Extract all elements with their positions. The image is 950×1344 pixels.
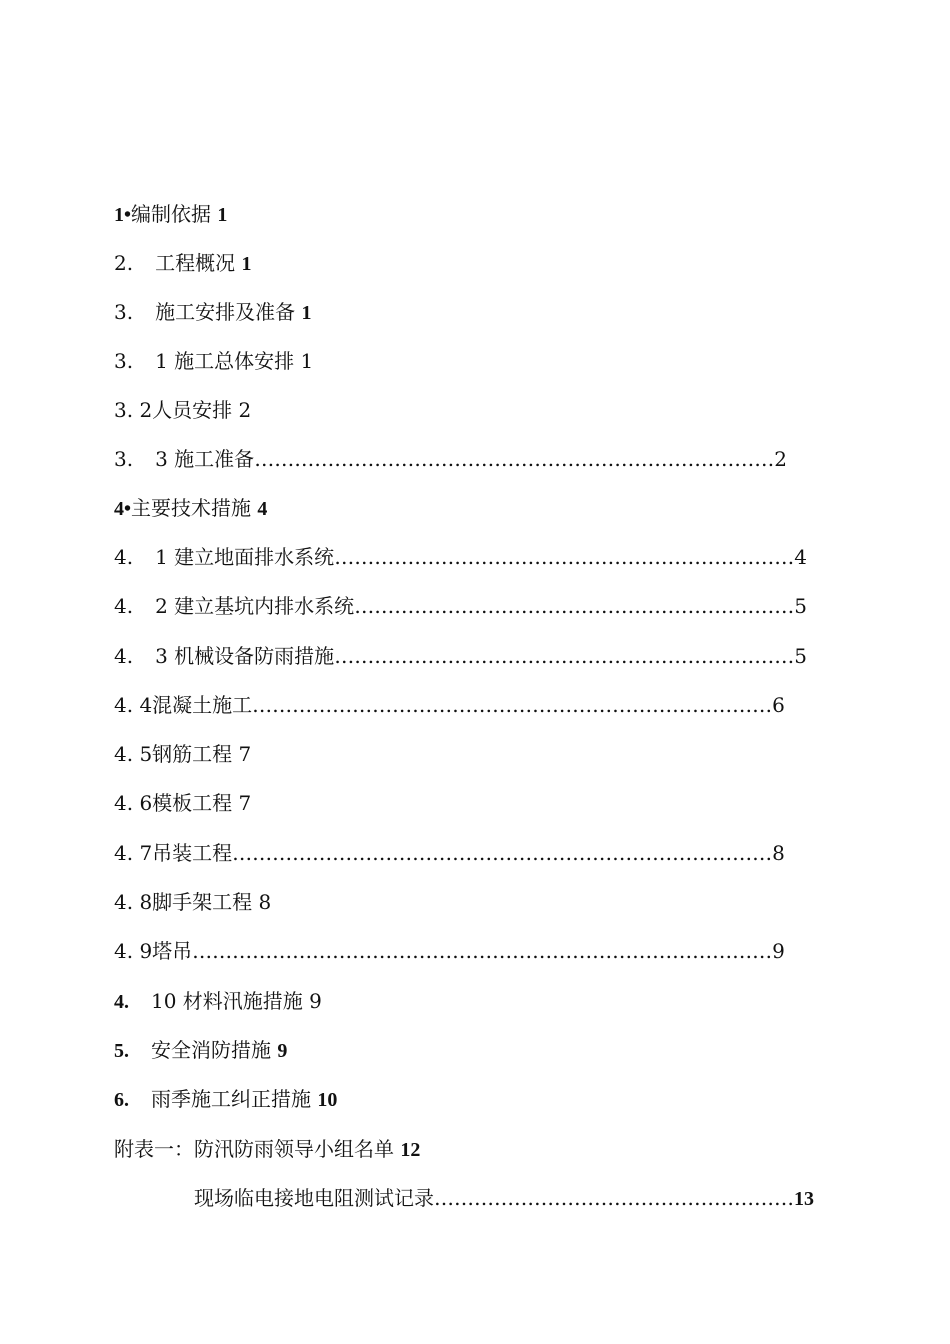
toc-number: 2. bbox=[114, 251, 134, 275]
toc-entry[interactable] bbox=[194, 1183, 814, 1213]
toc-number: 4. 5 bbox=[114, 742, 153, 766]
toc-title: 模板工程 bbox=[152, 791, 239, 815]
toc-number: 3. bbox=[114, 300, 134, 324]
toc-title: 主要技术措施 bbox=[131, 496, 258, 520]
toc-number: 4. bbox=[114, 991, 129, 1013]
toc-entry[interactable] bbox=[114, 199, 227, 229]
toc-entry[interactable] bbox=[114, 1035, 287, 1065]
toc-title: 钢筋工程 bbox=[152, 742, 239, 766]
toc-page: 5 bbox=[794, 644, 807, 668]
toc-title: 混凝土施工 bbox=[152, 693, 253, 717]
toc-page: 2 bbox=[238, 398, 252, 422]
toc-entry[interactable] bbox=[114, 690, 785, 720]
toc-page: 9 bbox=[277, 1040, 288, 1062]
toc-leader-dots: …………………………………………………………………… bbox=[254, 447, 775, 471]
toc-title: 1 建立地面排水系统 bbox=[155, 545, 335, 569]
toc-page: 1 bbox=[241, 253, 252, 275]
toc-leader-dots: …………………………………………………………………………… bbox=[192, 939, 773, 963]
toc-number: 4. bbox=[114, 545, 134, 569]
toc-title: 现场临电接地电阻测试记录 bbox=[194, 1186, 434, 1210]
toc-title: 安全消防措施 bbox=[151, 1038, 278, 1062]
toc-entry[interactable] bbox=[114, 1084, 337, 1114]
toc-page: 9 bbox=[309, 989, 322, 1013]
toc-page: 5 bbox=[794, 594, 807, 618]
toc-number: 3. bbox=[114, 447, 134, 471]
toc-page: 7 bbox=[238, 791, 252, 815]
toc-number: 4. bbox=[114, 594, 134, 618]
toc-entry[interactable] bbox=[114, 297, 311, 327]
toc-entry[interactable] bbox=[114, 493, 267, 523]
toc-number: 6. bbox=[114, 1089, 129, 1111]
toc-page: 7 bbox=[238, 742, 252, 766]
toc-leader-dots: ……………………………………………………………………… bbox=[232, 841, 773, 865]
toc-title: 2 建立基坑内排水系统 bbox=[155, 594, 355, 618]
toc-entry[interactable] bbox=[114, 346, 313, 376]
toc-entry[interactable] bbox=[114, 887, 271, 917]
toc-leader-dots: …………………………………………………………… bbox=[334, 545, 795, 569]
toc-entry[interactable] bbox=[114, 1134, 420, 1164]
toc-number: 3. 2 bbox=[114, 398, 153, 422]
toc-number: 4. 6 bbox=[114, 791, 153, 815]
toc-number: 1• bbox=[114, 204, 132, 226]
toc-entry[interactable] bbox=[114, 591, 807, 621]
toc-title: 工程概况 bbox=[155, 251, 242, 275]
toc-title: 3 施工准备 bbox=[155, 447, 255, 471]
toc-page: 1 bbox=[301, 302, 312, 324]
toc-title: 脚手架工程 bbox=[152, 890, 259, 914]
toc-number: 3. bbox=[114, 349, 134, 373]
toc-title: 吊装工程 bbox=[152, 841, 233, 865]
toc-leader-dots: …………………………………………………………………… bbox=[252, 693, 773, 717]
toc-title: 附表一：防汛防雨领导小组名单 bbox=[114, 1137, 401, 1161]
toc-leader-dots: ………………………………………………………… bbox=[354, 594, 795, 618]
toc-title: 人员安排 bbox=[152, 398, 239, 422]
toc-page: 10 bbox=[317, 1089, 338, 1111]
toc-entry[interactable] bbox=[114, 788, 251, 818]
toc-page: 6 bbox=[772, 693, 785, 717]
toc-entry[interactable] bbox=[114, 641, 807, 671]
toc-number: 4. 9 bbox=[114, 939, 153, 963]
toc-entry[interactable] bbox=[114, 838, 785, 868]
toc-number: 4. bbox=[114, 644, 134, 668]
toc-leader-dots: ……………………………………………… bbox=[434, 1186, 794, 1210]
toc-page: 2 bbox=[774, 447, 787, 471]
toc-title: 塔吊 bbox=[152, 939, 193, 963]
toc-page: 8 bbox=[772, 841, 785, 865]
toc-page: 13 bbox=[794, 1188, 814, 1210]
toc-entry[interactable] bbox=[114, 542, 807, 572]
toc-page: 4 bbox=[794, 545, 807, 569]
toc-title: 10 材料汛施措施 bbox=[151, 989, 310, 1013]
toc-number: 5. bbox=[114, 1040, 129, 1062]
toc-page: 4 bbox=[257, 498, 268, 520]
toc-entry[interactable] bbox=[114, 986, 322, 1016]
toc-page: 12 bbox=[400, 1139, 421, 1161]
toc-entry[interactable] bbox=[114, 739, 251, 769]
toc-number: 4. 7 bbox=[114, 841, 153, 865]
toc-number: 4. 8 bbox=[114, 890, 153, 914]
toc-title: 编制依据 bbox=[131, 202, 218, 226]
toc-title: 施工安排及准备 bbox=[155, 300, 302, 324]
toc-title: 1 施工总体安排 bbox=[155, 349, 301, 373]
toc-title: 3 机械设备防雨措施 bbox=[155, 644, 335, 668]
toc-entry[interactable] bbox=[114, 936, 785, 966]
toc-title: 雨季施工纠正措施 bbox=[151, 1087, 318, 1111]
toc-page: 9 bbox=[772, 939, 785, 963]
toc-entry[interactable] bbox=[114, 248, 251, 278]
toc-entry[interactable] bbox=[114, 395, 251, 425]
toc-number: 4. 4 bbox=[114, 693, 153, 717]
toc-number: 4• bbox=[114, 498, 132, 520]
toc-entry[interactable] bbox=[114, 444, 787, 474]
toc-page: 8 bbox=[258, 890, 272, 914]
toc-leader-dots: …………………………………………………………… bbox=[334, 644, 795, 668]
toc-page: 1 bbox=[300, 349, 314, 373]
toc-page: 1 bbox=[217, 204, 228, 226]
